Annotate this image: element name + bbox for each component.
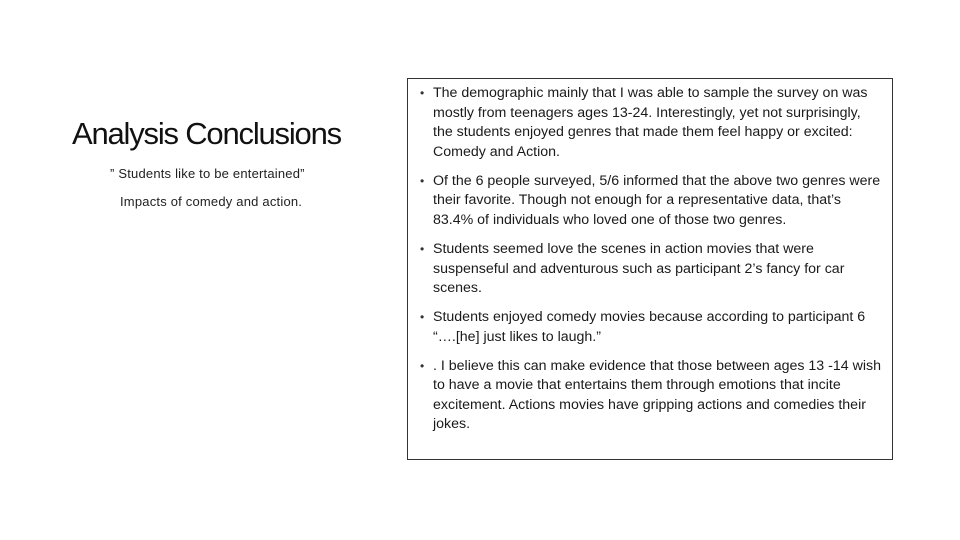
bullet-marker: • — [420, 86, 425, 100]
bullet-marker: • — [420, 358, 425, 373]
bullet-item-survey-results — [420, 172, 884, 231]
bullet-marker: • — [420, 241, 425, 256]
bullet-item-comedy — [420, 308, 884, 347]
bullet-text: Students enjoyed comedy movies because according to participant 6 “….[he] just likes to laugh.” — [433, 309, 866, 345]
bullet-text: Of the 6 people surveyed, 5/6 informed that the above two genres were their favorite. Though not enough for a representative data, that’s 83.4% of individuals who loved one of those two genres. — [433, 172, 881, 228]
bullet-list — [420, 84, 884, 435]
bullet-text: The demographic mainly that I was able to sample the survey on was mostly from teenagers ages 13-24. Interestingly, yet not surprisingly, the students enjoyed genres that made them feel happy or excited: Comedy and Action. — [433, 85, 868, 160]
subtitle-impacts: Impacts of comedy and action. — [120, 194, 303, 209]
bullet-text: Students seemed love the scenes in action movies that were suspenseful and adventurous such as participant 2’s fancy for car scenes. — [433, 240, 845, 297]
slide-title: Analysis Conclusions — [72, 116, 341, 151]
bullet-marker: • — [420, 173, 425, 188]
bullet-item-demographic — [420, 84, 884, 162]
bullet-item-action-scenes — [420, 240, 884, 299]
bullet-text: . I believe this can make evidence that those between ages 13 -14 wish to have a movie that entertains them through emotions that incite excitement. Actions movies have gripping actions and comedies their jokes. — [433, 357, 881, 433]
content-text-box[interactable] — [407, 78, 893, 460]
subtitle-quote: ” Students like to be entertained” — [110, 166, 305, 181]
bullet-item-conclusion — [420, 357, 884, 435]
bullet-marker: • — [420, 310, 425, 325]
